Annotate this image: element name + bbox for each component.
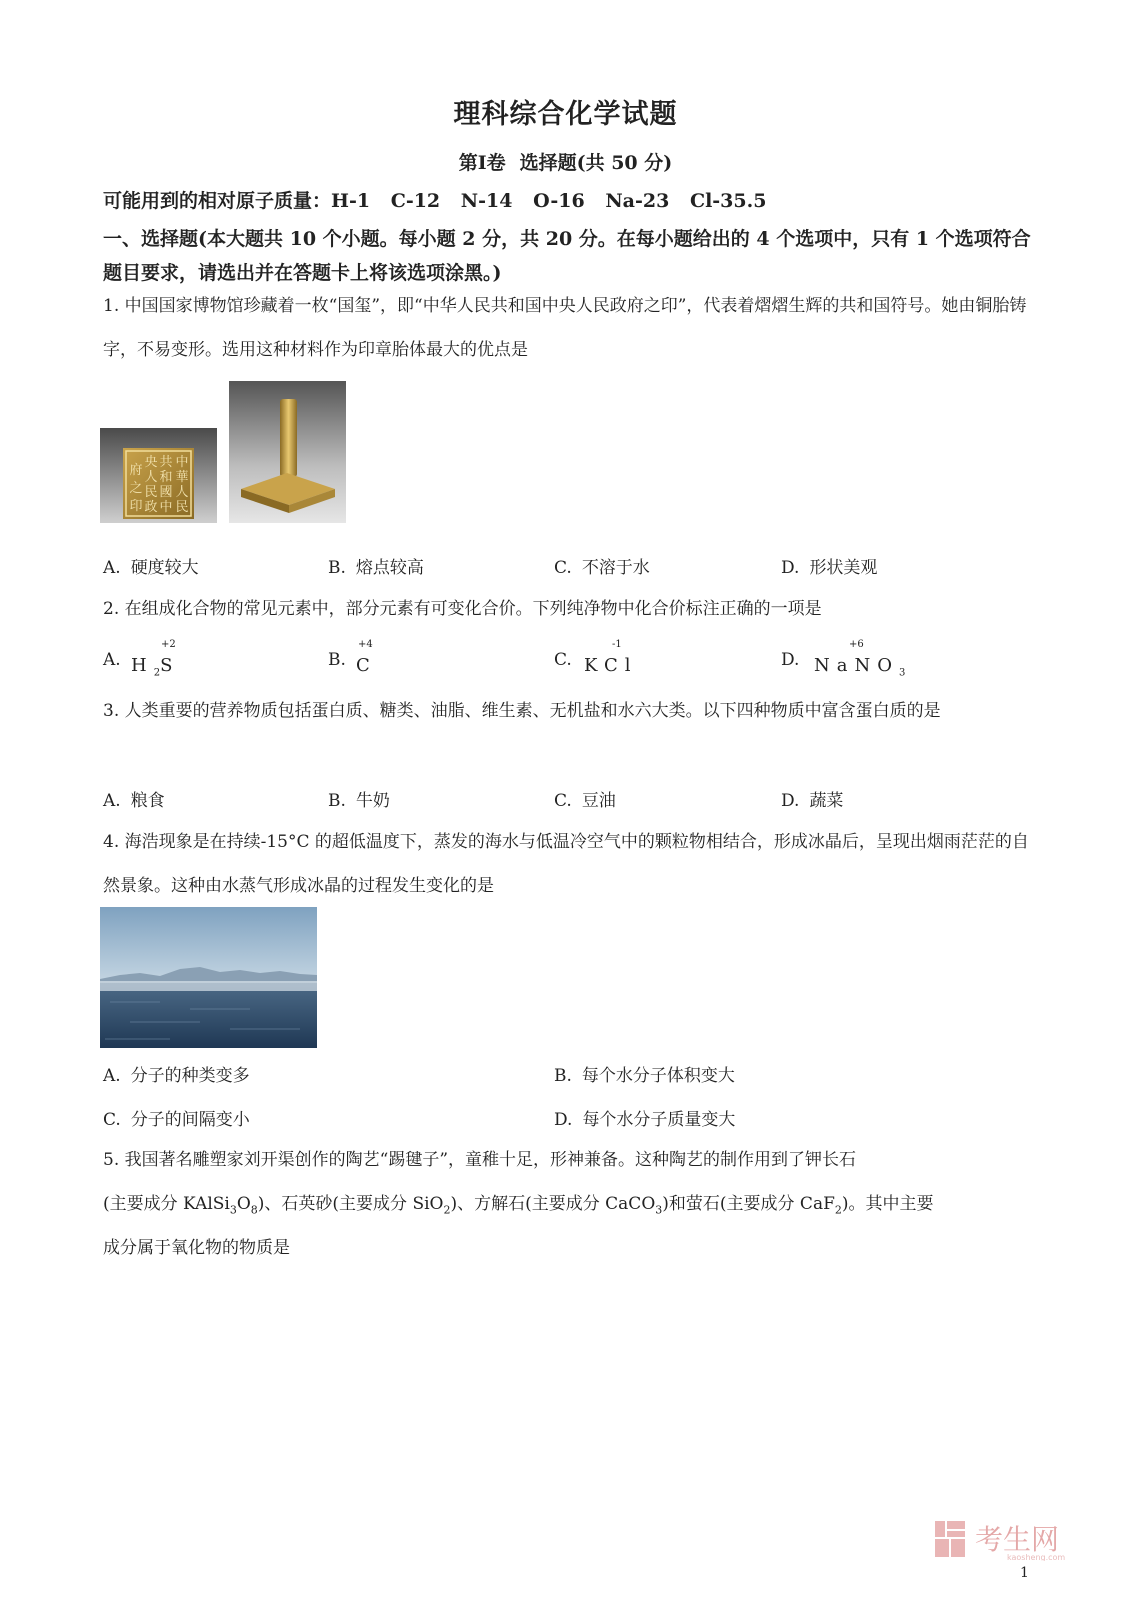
valence-mark: +6 xyxy=(849,639,864,650)
stem-text: )和萤石(主要成分 CaF xyxy=(662,1194,835,1214)
option-label: B. xyxy=(328,558,346,578)
seal-char: 華 xyxy=(175,470,189,485)
q2-option-d xyxy=(781,650,809,670)
question-1-stem: 1. 中国国家博物馆珍藏着一枚“国玺”，即“中华人民共和国中央人民政府之印”，代表着熠熠生辉的共和国符号。她由铜胎铸字，不易变形。选用这种材料作为印章胎体最大的优点是 xyxy=(103,296,1027,360)
option-text: 不溶于水 xyxy=(581,558,650,578)
page-number: 1 xyxy=(1020,1565,1029,1581)
formula-subscript: 8 xyxy=(250,1203,258,1217)
option-text: 粮食 xyxy=(130,791,165,811)
option-label: D. xyxy=(781,558,800,578)
option-label: C. xyxy=(103,1110,121,1130)
formula-subscript: 3 xyxy=(229,1203,237,1217)
option-label: C. xyxy=(554,650,572,670)
page-title: 理科综合化学试题 xyxy=(453,99,678,130)
seal-char: 民 xyxy=(175,500,189,515)
option-text: 分子的间隔变小 xyxy=(130,1110,250,1130)
q2-formula-a xyxy=(131,639,180,679)
formula-element: O xyxy=(877,655,899,676)
seal-char: 央 xyxy=(144,455,158,470)
atomic-mass-line xyxy=(103,186,766,213)
seal-char: 人 xyxy=(175,485,189,500)
valence-mark: +4 xyxy=(358,639,373,650)
section-instruction: 一、选择题(本大题共 10 个小题。每小题 2 分，共 20 分。在每小题给出的 4 个选项中，只有 1 个选项符合题目要求，请选出并在答题卡上将该选项涂黑。) xyxy=(103,228,1031,284)
q4-option-a xyxy=(103,1061,250,1086)
kaosheng-watermark-logo xyxy=(933,1517,1085,1561)
option-text: 每个水分子质量变大 xyxy=(582,1110,736,1130)
q2-formula-d xyxy=(814,639,906,679)
atomic-mass-item: H-1 xyxy=(331,190,371,212)
q2-formula-b xyxy=(356,639,377,676)
option-label: B. xyxy=(554,1066,572,1086)
formula-element: Cl xyxy=(603,655,638,676)
valence-mark: +2 xyxy=(161,639,176,650)
seal-char: 印 xyxy=(129,499,143,514)
q1-option-c xyxy=(554,553,650,578)
question-5-stem-line1: 5. 我国著名雕塑家刘开渠创作的陶艺“踢毽子”，童稚十足，形神兼备。这种陶艺的制作用到了钾长石 xyxy=(103,1150,857,1170)
stem-text: O xyxy=(236,1194,251,1214)
option-text: 豆油 xyxy=(581,791,616,811)
part-label: 第I卷 xyxy=(458,152,506,174)
part-heading xyxy=(0,148,1131,175)
q4-option-d xyxy=(554,1105,735,1130)
option-text: 分子的种类变多 xyxy=(130,1066,250,1086)
option-label: D. xyxy=(781,791,800,811)
question-5-stem-line3: 成分属于氧化物的物质是 xyxy=(103,1238,290,1258)
formula-element: N xyxy=(854,655,878,676)
question-5-stem-line2 xyxy=(103,1182,1033,1232)
question-4-stem: 4. 海浩现象是在持续-15°C 的超低温度下，蒸发的海水与低温冷空气中的颗粒物相结合，形成冰晶后，呈现出烟雨茫茫的自然景象。这种由水蒸气形成冰晶的过程发生变化的是 xyxy=(103,832,1029,896)
option-label: D. xyxy=(781,650,800,670)
seal-char: 人 xyxy=(144,470,158,485)
option-label: D. xyxy=(554,1110,573,1130)
atomic-mass-item: Na-23 xyxy=(605,190,670,212)
logo-mark-icon xyxy=(935,1521,965,1557)
question-2-stem: 2. 在组成化合物的常见元素中，部分元素有可变化合价。下列纯净物中化合价标注正确的一项是 xyxy=(103,599,822,619)
atomic-mass-item: N-14 xyxy=(460,190,513,212)
q3-option-a xyxy=(103,786,165,811)
q3-option-d xyxy=(781,786,843,811)
option-text: 形状美观 xyxy=(809,558,878,578)
atomic-mass-item: O-16 xyxy=(533,190,585,212)
seal-char: 中 xyxy=(175,455,189,470)
option-label: B. xyxy=(328,650,346,670)
atomic-mass-item: C-12 xyxy=(390,190,441,212)
sea-smoke-image xyxy=(100,907,317,1048)
formula-subscript: 3 xyxy=(899,667,906,679)
option-label: A. xyxy=(103,791,121,811)
option-text: 每个水分子体积变大 xyxy=(581,1066,735,1086)
formula-subscript: 3 xyxy=(655,1203,663,1217)
option-text: 蔬菜 xyxy=(809,791,844,811)
seal-char: 中 xyxy=(159,500,173,515)
stem-text: )、方解石(主要成分 CaCO xyxy=(450,1194,656,1214)
option-label: C. xyxy=(554,791,572,811)
seal-char: 府 xyxy=(129,463,143,478)
watermark-text: 考生网 xyxy=(975,1523,1060,1556)
q3-option-c xyxy=(554,786,616,811)
q4-option-c xyxy=(103,1105,250,1130)
formula-element: C xyxy=(356,655,377,676)
option-text: 牛奶 xyxy=(355,791,390,811)
option-text: 熔点较高 xyxy=(355,558,424,578)
q2-option-b xyxy=(328,650,356,670)
formula-element: K xyxy=(584,655,604,676)
seal-char: 和 xyxy=(159,470,173,485)
atomic-mass-label: 可能用到的相对原子质量： xyxy=(103,190,332,212)
valence-mark: -1 xyxy=(612,639,622,650)
formula-subscript: 2 xyxy=(834,1203,842,1217)
formula-element: Na xyxy=(814,655,855,676)
stem-text: (主要成分 KAlSi xyxy=(103,1194,230,1214)
part-section: 选择题(共 50 分) xyxy=(519,152,673,174)
q3-option-b xyxy=(328,786,390,811)
watermark-url: kaosheng.com xyxy=(1007,1553,1066,1561)
option-label: B. xyxy=(328,791,346,811)
seal-face-image xyxy=(100,428,217,523)
option-label: A. xyxy=(103,650,121,670)
formula-element: H xyxy=(131,655,154,676)
seal-char: 民 xyxy=(144,485,158,500)
q2-formula-c xyxy=(584,639,638,676)
option-label: C. xyxy=(554,558,572,578)
atomic-mass-item: Cl-35.5 xyxy=(689,190,767,212)
q2-option-c xyxy=(554,650,582,670)
seal-char: 國 xyxy=(159,485,173,500)
option-label: A. xyxy=(103,558,121,578)
seal-char: 政 xyxy=(144,500,158,515)
stem-text: )。其中主要 xyxy=(841,1194,934,1214)
q1-option-a xyxy=(103,553,199,578)
q4-option-b xyxy=(554,1061,735,1086)
formula-subscript: 2 xyxy=(153,667,161,679)
formula-element: S xyxy=(160,655,180,676)
q1-option-d xyxy=(781,553,877,578)
q2-option-a xyxy=(103,650,131,670)
formula-subscript: 2 xyxy=(443,1203,451,1217)
seal-photo-image xyxy=(229,381,346,523)
option-label: A. xyxy=(103,1066,121,1086)
seal-characters xyxy=(129,454,188,515)
question-3-stem: 3. 人类重要的营养物质包括蛋白质、糖类、油脂、维生素、无机盐和水六大类。以下四种物质中富含蛋白质的是 xyxy=(103,701,941,721)
seal-char: 共 xyxy=(159,455,173,470)
q1-option-b xyxy=(328,553,424,578)
option-text: 硬度较大 xyxy=(130,558,199,578)
seal-char: 之 xyxy=(129,481,143,496)
stem-text: )、石英砂(主要成分 SiO xyxy=(257,1194,444,1214)
